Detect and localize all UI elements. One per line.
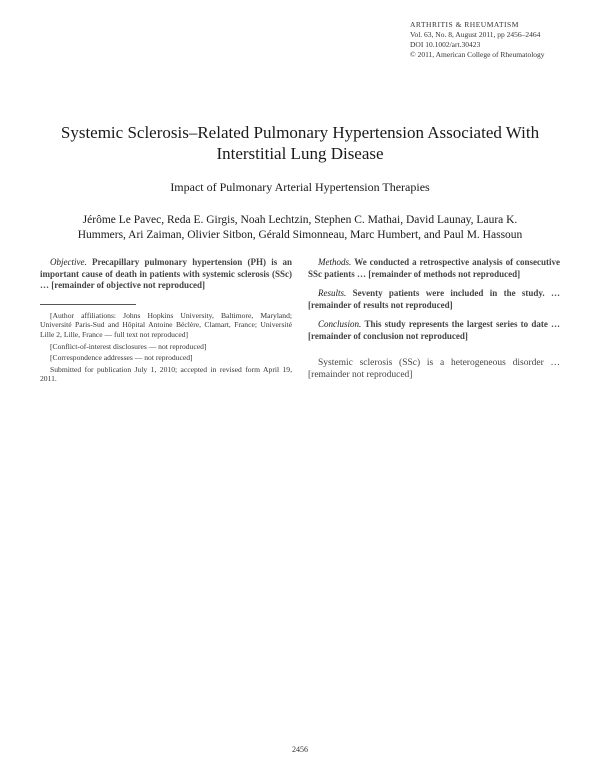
journal-masthead <box>410 20 560 60</box>
abstract-objective <box>40 257 292 292</box>
article-subtitle: Impact of Pulmonary Arterial Hypertension Therapies <box>170 180 430 194</box>
abstract-results <box>308 288 560 311</box>
two-column-body <box>40 257 560 390</box>
conclusion-text: This study represents the largest series to date … [remainder of conclusion not reproduced] <box>308 319 561 341</box>
abstract-conclusion <box>308 319 560 342</box>
objective-heading: Objective. <box>50 257 87 267</box>
article-title: Systemic Sclerosis–Related Pulmonary Hypertension Associated With Interstitial Lung Disease <box>60 123 540 163</box>
copyright: © 2011, American College of Rheumatology <box>410 50 545 59</box>
page-number: 2456 <box>292 745 308 754</box>
footnote-submitted: Submitted for publication July 1, 2010; accepted in revised form April 19, 2011. <box>40 364 292 384</box>
abstract-methods <box>308 257 560 280</box>
methods-text: We conducted a retrospective analysis of consecutive SSc patients … [remainder of methods not reproduced] <box>308 257 560 279</box>
right-column <box>308 257 560 390</box>
footnote-rule <box>40 304 136 305</box>
objective-text: Precapillary pulmonary hypertension (PH) is an important cause of death in patients with systemic sclerosis (SSc) … [remainder of objective not reproduced] <box>40 257 293 291</box>
footnote-correspondence: [Correspondence addresses — not reproduced] <box>50 353 193 363</box>
methods-heading: Methods. <box>318 257 352 267</box>
results-heading: Results. <box>318 288 347 299</box>
results-text: Seventy patients were included in the study. … [remainder of results not reproduced] <box>308 288 561 310</box>
journal-name: ARTHRITIS & RHEUMATISM <box>410 20 519 29</box>
footnote-disclosures: [Conflict-of-interest disclosures — not reproduced] <box>50 341 207 351</box>
doi: DOI 10.1002/art.30423 <box>410 40 481 49</box>
intro-paragraph: Systemic sclerosis (SSc) is a heterogeneous disorder … [remainder not reproduced] <box>308 357 560 380</box>
volume-info: Vol. 63, No. 8, August 2011, pp 2456–2464 <box>410 30 541 39</box>
footnotes <box>40 311 292 384</box>
author-list: Jérôme Le Pavec, Reda E. Girgis, Noah Lechtzin, Stephen C. Mathai, David Launay, Laura K. Hummers, Ari Zaiman, Olivier Sitbon, Gérald Simonneau, Marc Humbert, and Paul M. Hassoun <box>77 214 523 241</box>
conclusion-heading: Conclusion. <box>318 319 362 330</box>
footnote-affiliations: [Author affiliations: Johns Hopkins University, Baltimore, Maryland; Université Paris-Sud and Hôpital Antoine Béclère, Clamart, France; Université Lille 2, Lille, France — full text not reproduced] <box>40 310 292 339</box>
left-column <box>40 257 292 390</box>
